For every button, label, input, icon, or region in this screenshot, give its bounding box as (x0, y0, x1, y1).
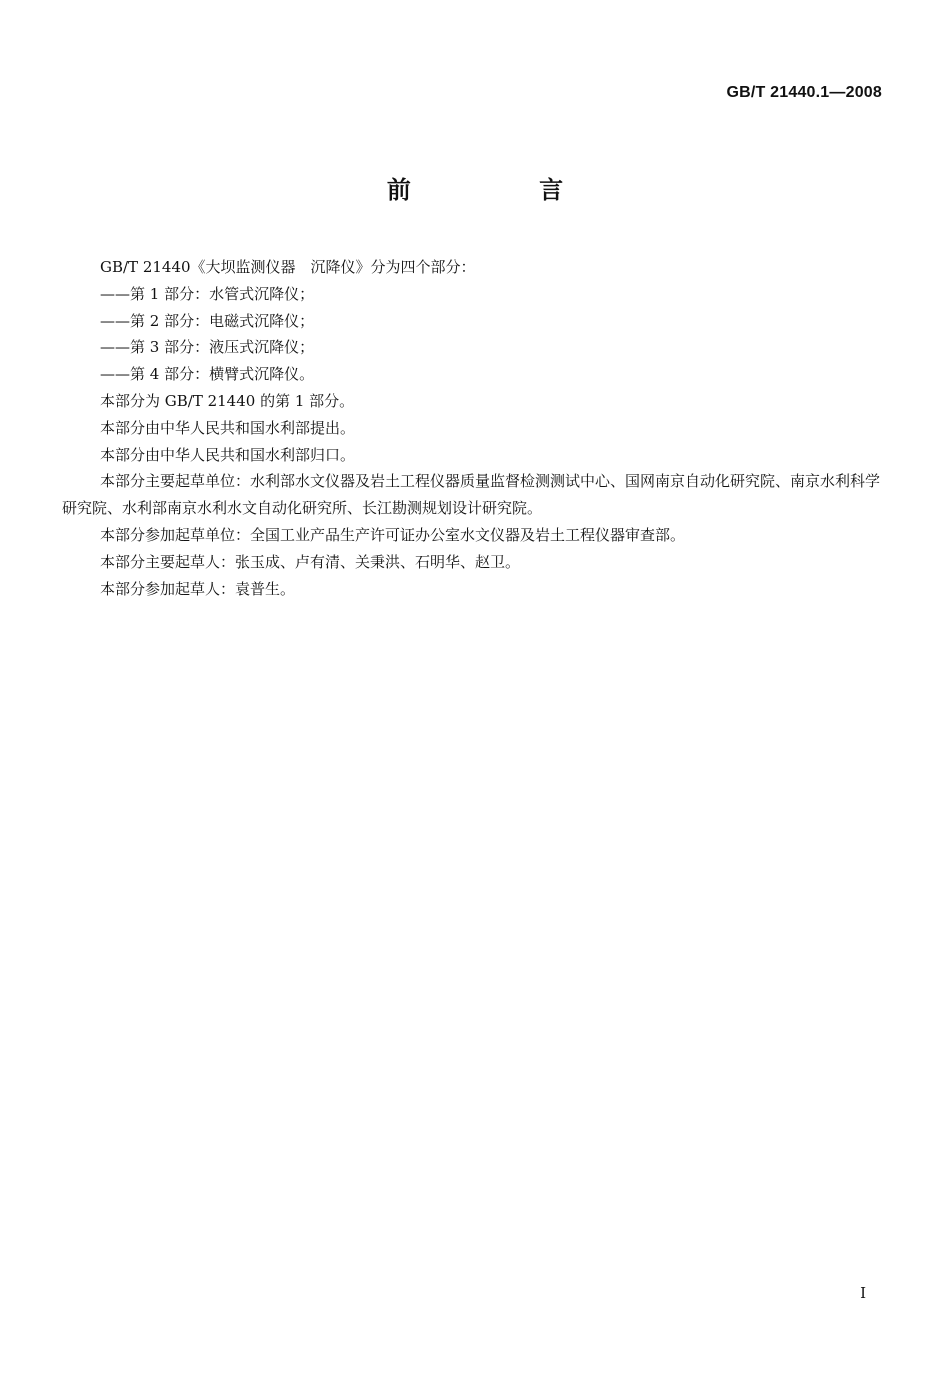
page-title: 前 言 (386, 176, 624, 204)
paragraph-proposed-by: 本部分由中华人民共和国水利部提出。 (100, 418, 356, 437)
paragraph-part-scope: 本部分为 GB/T 21440 的第 1 部分。 (100, 391, 355, 410)
paragraph-administered-by: 本部分由中华人民共和国水利部归口。 (100, 445, 356, 464)
page-number: I (860, 1284, 866, 1302)
paragraph-main-drafters: 本部分主要起草人：张玉成、卢有清、关秉洪、石明华、赵卫。 (100, 552, 521, 571)
part-list-item: ——第 2 部分：电磁式沉降仪； (100, 311, 315, 330)
part-list-item: ——第 4 部分：横臂式沉降仪。 (100, 365, 315, 384)
part-list-item: ——第 1 部分：水管式沉降仪； (100, 284, 315, 303)
intro-paragraph: GB/T 21440《大坝监测仪器 沉降仪》分为四个部分： (100, 258, 476, 276)
paragraph-main-drafting-units: 本部分主要起草单位：水利部水文仪器及岩土工程仪器质量监督检测测试中心、国网南京自动化研究院、南京水利科学研究院、水利部南京水利水文自动化研究所、长江勘测规划设计研究院。 (62, 472, 881, 518)
part-list-item: ——第 3 部分：液压式沉降仪； (100, 338, 315, 357)
paragraph-participating-drafters: 本部分参加起草人：袁普生。 (100, 579, 296, 598)
standard-number: GB/T 21440.1—2008 (726, 84, 882, 101)
foreword-body (62, 254, 884, 602)
paragraph-participating-units: 本部分参加起草单位：全国工业产品生产许可证办公室水文仪器及岩土工程仪器审查部。 (100, 525, 686, 544)
